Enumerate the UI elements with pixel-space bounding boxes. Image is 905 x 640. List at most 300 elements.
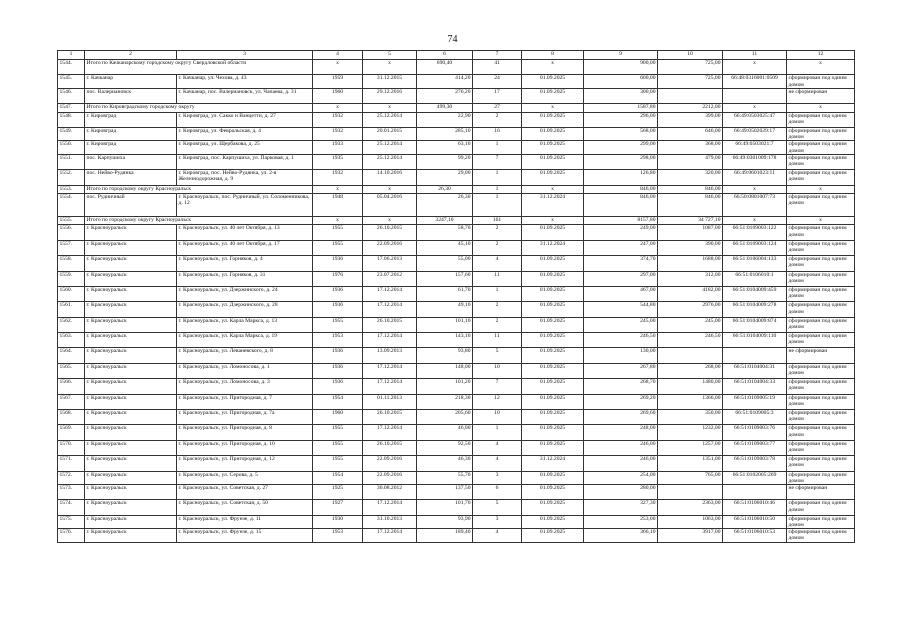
- cell-col-5: 01.11.2013: [363, 394, 417, 409]
- cell-col-2: пос. Рудничный: [85, 193, 177, 216]
- column-header-9: 9: [584, 51, 658, 60]
- cell-col-4: 1954: [313, 471, 363, 484]
- cell-col-4: 1925: [313, 485, 363, 500]
- cell-col-3: г. Красноуральск, ул. Фрунзе, д. 15: [177, 529, 313, 542]
- cell-col-6: 26,30: [417, 185, 473, 193]
- cell-col-12: не сформирован: [787, 88, 855, 103]
- cell-col-2: г. Красноуральск: [85, 317, 177, 332]
- cell-col-3: г. Красноуральск, ул. 40 лет Октября, д. 13: [177, 225, 313, 240]
- cell-col-11: 66:49:0502029:17: [723, 127, 787, 140]
- cell-col-4: 1933: [313, 141, 363, 154]
- cell-col-9: 246,50: [584, 333, 658, 348]
- cell-col-9: 245,00: [584, 317, 658, 332]
- cell-col-11: 66:51:0102005:269: [723, 471, 787, 484]
- cell-col-7: 24: [473, 75, 522, 88]
- cell-col-12: сформирован под одним домом: [787, 410, 855, 425]
- cell-col-1: 1557.: [58, 240, 85, 255]
- cell-col-6: 499,30: [417, 104, 473, 112]
- cell-col-2: г. Красноуральск: [85, 240, 177, 255]
- cell-col-4: 1936: [313, 256, 363, 271]
- cell-col-12: сформирован под одним домом: [787, 75, 855, 88]
- cell-col-5: 17.12.2014: [363, 363, 417, 378]
- cell-col-7: 2: [473, 225, 522, 240]
- cell-col-1: 1574.: [58, 500, 85, 515]
- cell-col-3: г. Кировград, пос. Карпушиха, ул. Парковая, д. 1: [177, 154, 313, 169]
- cell-col-12: x: [787, 185, 855, 193]
- cell-col-2: г. Красноуральск: [85, 471, 177, 484]
- column-header-1: 1: [58, 51, 85, 60]
- cell-col-11: 66:51:0104009:459: [723, 286, 787, 301]
- cell-col-9: 248,00: [584, 425, 658, 440]
- cell-col-8: 01.09.2025: [522, 154, 584, 169]
- cell-col-9: 246,00: [584, 456, 658, 471]
- table-row: [58, 141, 855, 154]
- cell-col-9: 126,80: [584, 170, 658, 185]
- table-row: [58, 193, 855, 216]
- cell-col-11: 66:51:0106004:133: [723, 256, 787, 271]
- table-row: [58, 317, 855, 332]
- subtotal-label-cell: Итого по городскому округу Красноуральск: [85, 216, 313, 224]
- cell-col-3: г. Кировград, ул. Сакко и Ванцетти, д. 27: [177, 112, 313, 127]
- table-row: [58, 271, 855, 286]
- cell-col-5: 25.12.2014: [363, 141, 417, 154]
- cell-col-3: г. Красноуральск, ул. Горняков, д. 31: [177, 271, 313, 286]
- cell-col-3: г. Качканар, ул. Чехова, д. 43: [177, 75, 313, 88]
- cell-col-12: сформирован под одним домом: [787, 363, 855, 378]
- cell-col-5: 23.07.2012: [363, 271, 417, 286]
- table-row: [58, 456, 855, 471]
- cell-col-7: 5: [473, 500, 522, 515]
- cell-col-7: 7: [473, 379, 522, 394]
- cell-col-2: г. Красноуральск: [85, 286, 177, 301]
- subtotal-row: [58, 60, 855, 75]
- table-row: [58, 348, 855, 363]
- cell-col-3: г. Качканар, пос. Валериановск, ул. Чапаева, д. 31: [177, 88, 313, 103]
- cell-col-2: г. Красноуральск: [85, 515, 177, 528]
- cell-col-9: 299,00: [584, 141, 658, 154]
- cell-col-12: сформирован под одним домом: [787, 302, 855, 317]
- cell-col-1: 1556.: [58, 225, 85, 240]
- cell-col-6: 101,70: [417, 500, 473, 515]
- page-number: 74: [447, 34, 458, 45]
- cell-col-5: 22.09.2016: [363, 240, 417, 255]
- cell-col-9: 8157,80: [584, 216, 658, 224]
- cell-col-8: 01.09.2025: [522, 515, 584, 528]
- cell-col-12: не сформирован: [787, 485, 855, 500]
- cell-col-1: 1549.: [58, 127, 85, 140]
- cell-col-10: 1366,00: [658, 394, 723, 409]
- cell-col-7: 10: [473, 410, 522, 425]
- cell-col-5: 17.12.2014: [363, 302, 417, 317]
- cell-col-12: сформирован под одним домом: [787, 225, 855, 240]
- cell-col-11: 66:51:0109003:76: [723, 425, 787, 440]
- cell-col-7: 11: [473, 271, 522, 286]
- column-number-row: [58, 51, 855, 60]
- cell-col-8: 01.09.2025: [522, 170, 584, 185]
- cell-col-5: x: [363, 216, 417, 224]
- cell-col-11: 66:51:0109005:3: [723, 410, 787, 425]
- cell-col-2: г. Красноуральск: [85, 348, 177, 363]
- table-row: [58, 225, 855, 240]
- column-header-3: 3: [177, 51, 313, 60]
- cell-col-11: 66:51:0104009:110: [723, 333, 787, 348]
- cell-col-4: 1948: [313, 193, 363, 216]
- cell-col-8: 31.12.2024: [522, 193, 584, 216]
- cell-col-4: 1955: [313, 225, 363, 240]
- cell-col-2: пос. Нейво-Рудянка: [85, 170, 177, 185]
- cell-col-11: 66:51:0109003:77: [723, 440, 787, 455]
- cell-col-2: г. Кировград: [85, 141, 177, 154]
- cell-col-3: г. Красноуральск, ул. Карла Маркса, д. 19: [177, 333, 313, 348]
- table-row: [58, 500, 855, 515]
- cell-col-5: x: [363, 104, 417, 112]
- cell-col-10: 368,00: [658, 141, 723, 154]
- cell-col-3: г. Кировград, пос. Нейво-Рудянка, ул. 2-я Железнодорожная, д. 9: [177, 170, 313, 185]
- cell-col-3: г. Красноуральск, ул. Дзержинского, д. 28: [177, 302, 313, 317]
- cell-col-6: 189,40: [417, 529, 473, 542]
- cell-col-10: 1480,00: [658, 379, 723, 394]
- cell-col-4: 1935: [313, 154, 363, 169]
- cell-col-2: г. Красноуральск: [85, 485, 177, 500]
- cell-col-7: 1: [473, 425, 522, 440]
- table-row: [58, 471, 855, 484]
- cell-col-5: 05.04.2016: [363, 193, 417, 216]
- table-row: [58, 333, 855, 348]
- cell-col-9: 297,00: [584, 271, 658, 286]
- cell-col-12: сформирован под одним домом: [787, 271, 855, 286]
- cell-col-6: 29,00: [417, 170, 473, 185]
- cell-col-7: 4: [473, 529, 522, 542]
- cell-col-11: 66:49:0503021:7: [723, 141, 787, 154]
- cell-col-1: 1551.: [58, 154, 85, 169]
- cell-col-6: 22,90: [417, 112, 473, 127]
- cell-col-4: 1960: [313, 410, 363, 425]
- cell-col-4: 1955: [313, 456, 363, 471]
- subtotal-row: [58, 104, 855, 112]
- cell-col-8: 01.09.2025: [522, 471, 584, 484]
- cell-col-3: г. Красноуральск, ул. Пригородная, д. 8: [177, 425, 313, 440]
- cell-col-8: 01.09.2025: [522, 363, 584, 378]
- cell-col-6: 101,20: [417, 379, 473, 394]
- cell-col-12: сформирован под одним домом: [787, 379, 855, 394]
- cell-col-3: г. Красноуральск, ул. Советская, д. 50: [177, 500, 313, 515]
- cell-col-11: 66:49:0601023:11: [723, 170, 787, 185]
- cell-col-10: [658, 485, 723, 500]
- cell-col-1: 1552.: [58, 170, 85, 185]
- cell-col-4: 1953: [313, 333, 363, 348]
- cell-col-6: 205,60: [417, 410, 473, 425]
- cell-col-1: 1575.: [58, 515, 85, 528]
- cell-col-4: 1953: [313, 529, 363, 542]
- cell-col-9: 1587,80: [584, 104, 658, 112]
- cell-col-11: 66:51:0106010:53: [723, 529, 787, 542]
- column-header-12: 12: [787, 51, 855, 60]
- cell-col-11: 66:51:0104009:874: [723, 317, 787, 332]
- cell-col-4: 1936: [313, 286, 363, 301]
- cell-col-8: 01.09.2025: [522, 348, 584, 363]
- cell-col-11: 66:51:0109005:19: [723, 394, 787, 409]
- cell-col-5: 30.08.2012: [363, 485, 417, 500]
- cell-col-10: 320,00: [658, 170, 723, 185]
- cell-col-2: г. Красноуральск: [85, 500, 177, 515]
- cell-col-6: 157,60: [417, 271, 473, 286]
- cell-col-2: г. Красноуральск: [85, 456, 177, 471]
- cell-col-1: 1573.: [58, 485, 85, 500]
- cell-col-7: 1: [473, 286, 522, 301]
- cell-col-4: 1955: [313, 440, 363, 455]
- cell-col-12: сформирован под одним домом: [787, 515, 855, 528]
- cell-col-7: 7: [473, 154, 522, 169]
- cell-col-6: 46,30: [417, 456, 473, 471]
- subtotal-label-cell: Итого по Качканарскому городскому округу Свердловской области: [85, 60, 313, 75]
- cell-col-1: 1565.: [58, 363, 85, 378]
- cell-col-11: 66:48:0316001:0509: [723, 75, 787, 88]
- cell-col-8: x: [522, 104, 584, 112]
- cell-col-2: г. Кировград: [85, 127, 177, 140]
- cell-col-4: x: [313, 185, 363, 193]
- cell-col-8: 31.12.2024: [522, 240, 584, 255]
- cell-col-5: 13.09.2013: [363, 348, 417, 363]
- cell-col-9: 267,80: [584, 363, 658, 378]
- cell-col-11: 66:51:0106010:46: [723, 500, 787, 515]
- cell-col-8: 01.09.2025: [522, 75, 584, 88]
- cell-col-2: г. Красноуральск: [85, 271, 177, 286]
- table-row: [58, 394, 855, 409]
- cell-col-2: г. Красноуральск: [85, 333, 177, 348]
- cell-col-4: 1930: [313, 515, 363, 528]
- cell-col-9: 568,00: [584, 127, 658, 140]
- cell-col-8: 01.09.2025: [522, 88, 584, 103]
- cell-col-4: x: [313, 60, 363, 75]
- cell-col-4: 1954: [313, 394, 363, 409]
- cell-col-7: 4: [473, 456, 522, 471]
- cell-col-5: 20.01.2015: [363, 127, 417, 140]
- cell-col-7: 16: [473, 127, 522, 140]
- cell-col-6: 49,10: [417, 302, 473, 317]
- cell-col-10: [658, 88, 723, 103]
- cell-col-8: 01.09.2025: [522, 225, 584, 240]
- cell-col-2: г. Красноуральск: [85, 394, 177, 409]
- cell-col-7: 2: [473, 302, 522, 317]
- cell-col-10: 245,00: [658, 317, 723, 332]
- cell-col-12: сформирован под одним домом: [787, 500, 855, 515]
- cell-col-5: 26.10.2015: [363, 410, 417, 425]
- cell-col-7: 2: [473, 240, 522, 255]
- cell-col-1: 1560.: [58, 286, 85, 301]
- cell-col-10: 725,00: [658, 75, 723, 88]
- cell-col-2: г. Красноуральск: [85, 529, 177, 542]
- subtotal-label-cell: Итого по Кировградскому городскому округу: [85, 104, 313, 112]
- cell-col-6: 93,80: [417, 348, 473, 363]
- row-number-cell: 1553.: [58, 185, 85, 193]
- cell-col-2: г. Красноуральск: [85, 425, 177, 440]
- cell-col-1: 1568.: [58, 410, 85, 425]
- cell-col-9: 296,00: [584, 112, 658, 127]
- cell-col-6: 45,10: [417, 240, 473, 255]
- cell-col-4: 1959: [313, 75, 363, 88]
- cell-col-3: г. Кировград, ул. Февральская, д. 4: [177, 127, 313, 140]
- cell-col-5: 17.12.2014: [363, 333, 417, 348]
- cell-col-7: 3: [473, 515, 522, 528]
- cell-col-6: 285,10: [417, 127, 473, 140]
- table-row: [58, 410, 855, 425]
- cell-col-11: 66:50:0801007:73: [723, 193, 787, 216]
- cell-col-8: 01.09.2025: [522, 379, 584, 394]
- cell-col-11: x: [723, 216, 787, 224]
- cell-col-5: 25.12.2014: [363, 154, 417, 169]
- cell-col-5: 26.10.2015: [363, 317, 417, 332]
- cell-col-8: 01.09.2025: [522, 485, 584, 500]
- cell-col-11: 66:51:0104004:33: [723, 379, 787, 394]
- cell-col-6: 137,50: [417, 485, 473, 500]
- cell-col-2: г. Кировград: [85, 112, 177, 127]
- cell-col-9: 268,70: [584, 379, 658, 394]
- cell-col-12: сформирован под одним домом: [787, 256, 855, 271]
- cell-col-12: x: [787, 60, 855, 75]
- cell-col-6: 58,70: [417, 225, 473, 240]
- cell-col-6: 99,20: [417, 154, 473, 169]
- row-number-cell: 1547.: [58, 104, 85, 112]
- cell-col-9: 269,20: [584, 394, 658, 409]
- cell-col-10: 399,00: [658, 112, 723, 127]
- table-row: [58, 515, 855, 528]
- cell-col-7: 1: [473, 185, 522, 193]
- cell-col-6: 143,10: [417, 333, 473, 348]
- table-row: [58, 170, 855, 185]
- cell-col-7: 12: [473, 394, 522, 409]
- cell-col-1: 1566.: [58, 379, 85, 394]
- cell-col-10: 390,00: [658, 240, 723, 255]
- cell-col-3: г. Красноуральск, ул. Серова, д. 5: [177, 471, 313, 484]
- cell-col-5: 14.10.2016: [363, 170, 417, 185]
- cell-col-6: 93,90: [417, 515, 473, 528]
- cell-col-8: 01.09.2025: [522, 302, 584, 317]
- table-row: [58, 127, 855, 140]
- cell-col-1: 1572.: [58, 471, 85, 484]
- cell-col-8: 01.09.2025: [522, 394, 584, 409]
- cell-col-12: сформирован под одним домом: [787, 471, 855, 484]
- cell-col-7: 41: [473, 60, 522, 75]
- cell-col-12: сформирован под одним домом: [787, 317, 855, 332]
- cell-col-5: 17.06.2013: [363, 256, 417, 271]
- cell-col-8: 01.09.2025: [522, 256, 584, 271]
- cell-col-9: 269,60: [584, 410, 658, 425]
- cell-col-10: 350,00: [658, 410, 723, 425]
- cell-col-10: 1087,00: [658, 225, 723, 240]
- cell-col-7: 1: [473, 170, 522, 185]
- cell-col-4: 1955: [313, 240, 363, 255]
- cell-col-7: 27: [473, 104, 522, 112]
- cell-col-10: 479,00: [658, 154, 723, 169]
- cell-col-6: 55,00: [417, 256, 473, 271]
- cell-col-6: 3247,10: [417, 216, 473, 224]
- cell-col-1: 1563.: [58, 333, 85, 348]
- cell-col-7: 4: [473, 440, 522, 455]
- table-row: [58, 379, 855, 394]
- cell-col-8: 01.09.2025: [522, 112, 584, 127]
- cell-col-10: 1257,00: [658, 440, 723, 455]
- table-row: [58, 425, 855, 440]
- cell-col-4: 1936: [313, 363, 363, 378]
- cell-col-9: 254,00: [584, 471, 658, 484]
- cell-col-1: 1564.: [58, 348, 85, 363]
- cell-col-9: 900,00: [584, 60, 658, 75]
- cell-col-10: 765,00: [658, 471, 723, 484]
- column-header-7: 7: [473, 51, 522, 60]
- table-row: [58, 440, 855, 455]
- cell-col-2: пос. Валериановск: [85, 88, 177, 103]
- cell-col-10: 2363,00: [658, 500, 723, 515]
- cell-col-4: 1936: [313, 348, 363, 363]
- cell-col-1: 1546.: [58, 88, 85, 103]
- cell-col-9: 253,00: [584, 515, 658, 528]
- cell-col-8: x: [522, 185, 584, 193]
- cell-col-8: 01.09.2025: [522, 127, 584, 140]
- cell-col-5: 17.12.2014: [363, 500, 417, 515]
- cell-col-9: 846,00: [584, 185, 658, 193]
- cell-col-5: 17.12.2014: [363, 286, 417, 301]
- cell-col-4: 1960: [313, 88, 363, 103]
- cell-col-2: г. Красноуральск: [85, 225, 177, 240]
- cell-col-7: 11: [473, 333, 522, 348]
- cell-col-10: [658, 348, 723, 363]
- cell-col-1: 1562.: [58, 317, 85, 332]
- cell-col-5: 17.12.2014: [363, 425, 417, 440]
- cell-col-7: 1: [473, 141, 522, 154]
- cell-col-5: 26.10.2015: [363, 440, 417, 455]
- cell-col-12: сформирован под одним домом: [787, 286, 855, 301]
- cell-col-12: сформирован под одним домом: [787, 529, 855, 542]
- table-row: [58, 302, 855, 317]
- cell-col-12: сформирован под одним домом: [787, 127, 855, 140]
- cell-col-1: 1558.: [58, 256, 85, 271]
- cell-col-4: 1976: [313, 271, 363, 286]
- cell-col-6: 63,10: [417, 141, 473, 154]
- cell-col-6: 92,50: [417, 440, 473, 455]
- cell-col-5: x: [363, 185, 417, 193]
- cell-col-10: 2976,00: [658, 302, 723, 317]
- cell-col-9: 327,30: [584, 500, 658, 515]
- cell-col-5: 31.12.2015: [363, 75, 417, 88]
- column-header-4: 4: [313, 51, 363, 60]
- cell-col-10: 2212,00: [658, 104, 723, 112]
- cell-col-1: 1550.: [58, 141, 85, 154]
- cell-col-6: 218,30: [417, 394, 473, 409]
- cell-col-5: 31.10.2013: [363, 515, 417, 528]
- cell-col-10: 725,00: [658, 60, 723, 75]
- cell-col-8: 01.09.2025: [522, 333, 584, 348]
- cell-col-9: 300,00: [584, 88, 658, 103]
- cell-col-1: 1545.: [58, 75, 85, 88]
- cell-col-12: x: [787, 216, 855, 224]
- cell-col-8: 31.12.2024: [522, 456, 584, 471]
- column-header-10: 10: [658, 51, 723, 60]
- cell-col-1: 1571.: [58, 456, 85, 471]
- cell-col-10: 3917,00: [658, 529, 723, 542]
- cell-col-4: 1936: [313, 379, 363, 394]
- cell-col-11: 66:51:0106010:1: [723, 271, 787, 286]
- table-row: [58, 240, 855, 255]
- cell-col-3: г. Красноуральск, ул. Пригородная, д. 10: [177, 440, 313, 455]
- cell-col-12: сформирован под одним домом: [787, 112, 855, 127]
- cell-col-5: 22.09.2016: [363, 456, 417, 471]
- cell-col-9: 298,00: [584, 154, 658, 169]
- cell-col-7: 2: [473, 112, 522, 127]
- table-row: [58, 75, 855, 88]
- cell-col-8: 01.09.2025: [522, 317, 584, 332]
- cell-col-1: 1569.: [58, 425, 85, 440]
- cell-col-11: 66:51:0109003:78: [723, 456, 787, 471]
